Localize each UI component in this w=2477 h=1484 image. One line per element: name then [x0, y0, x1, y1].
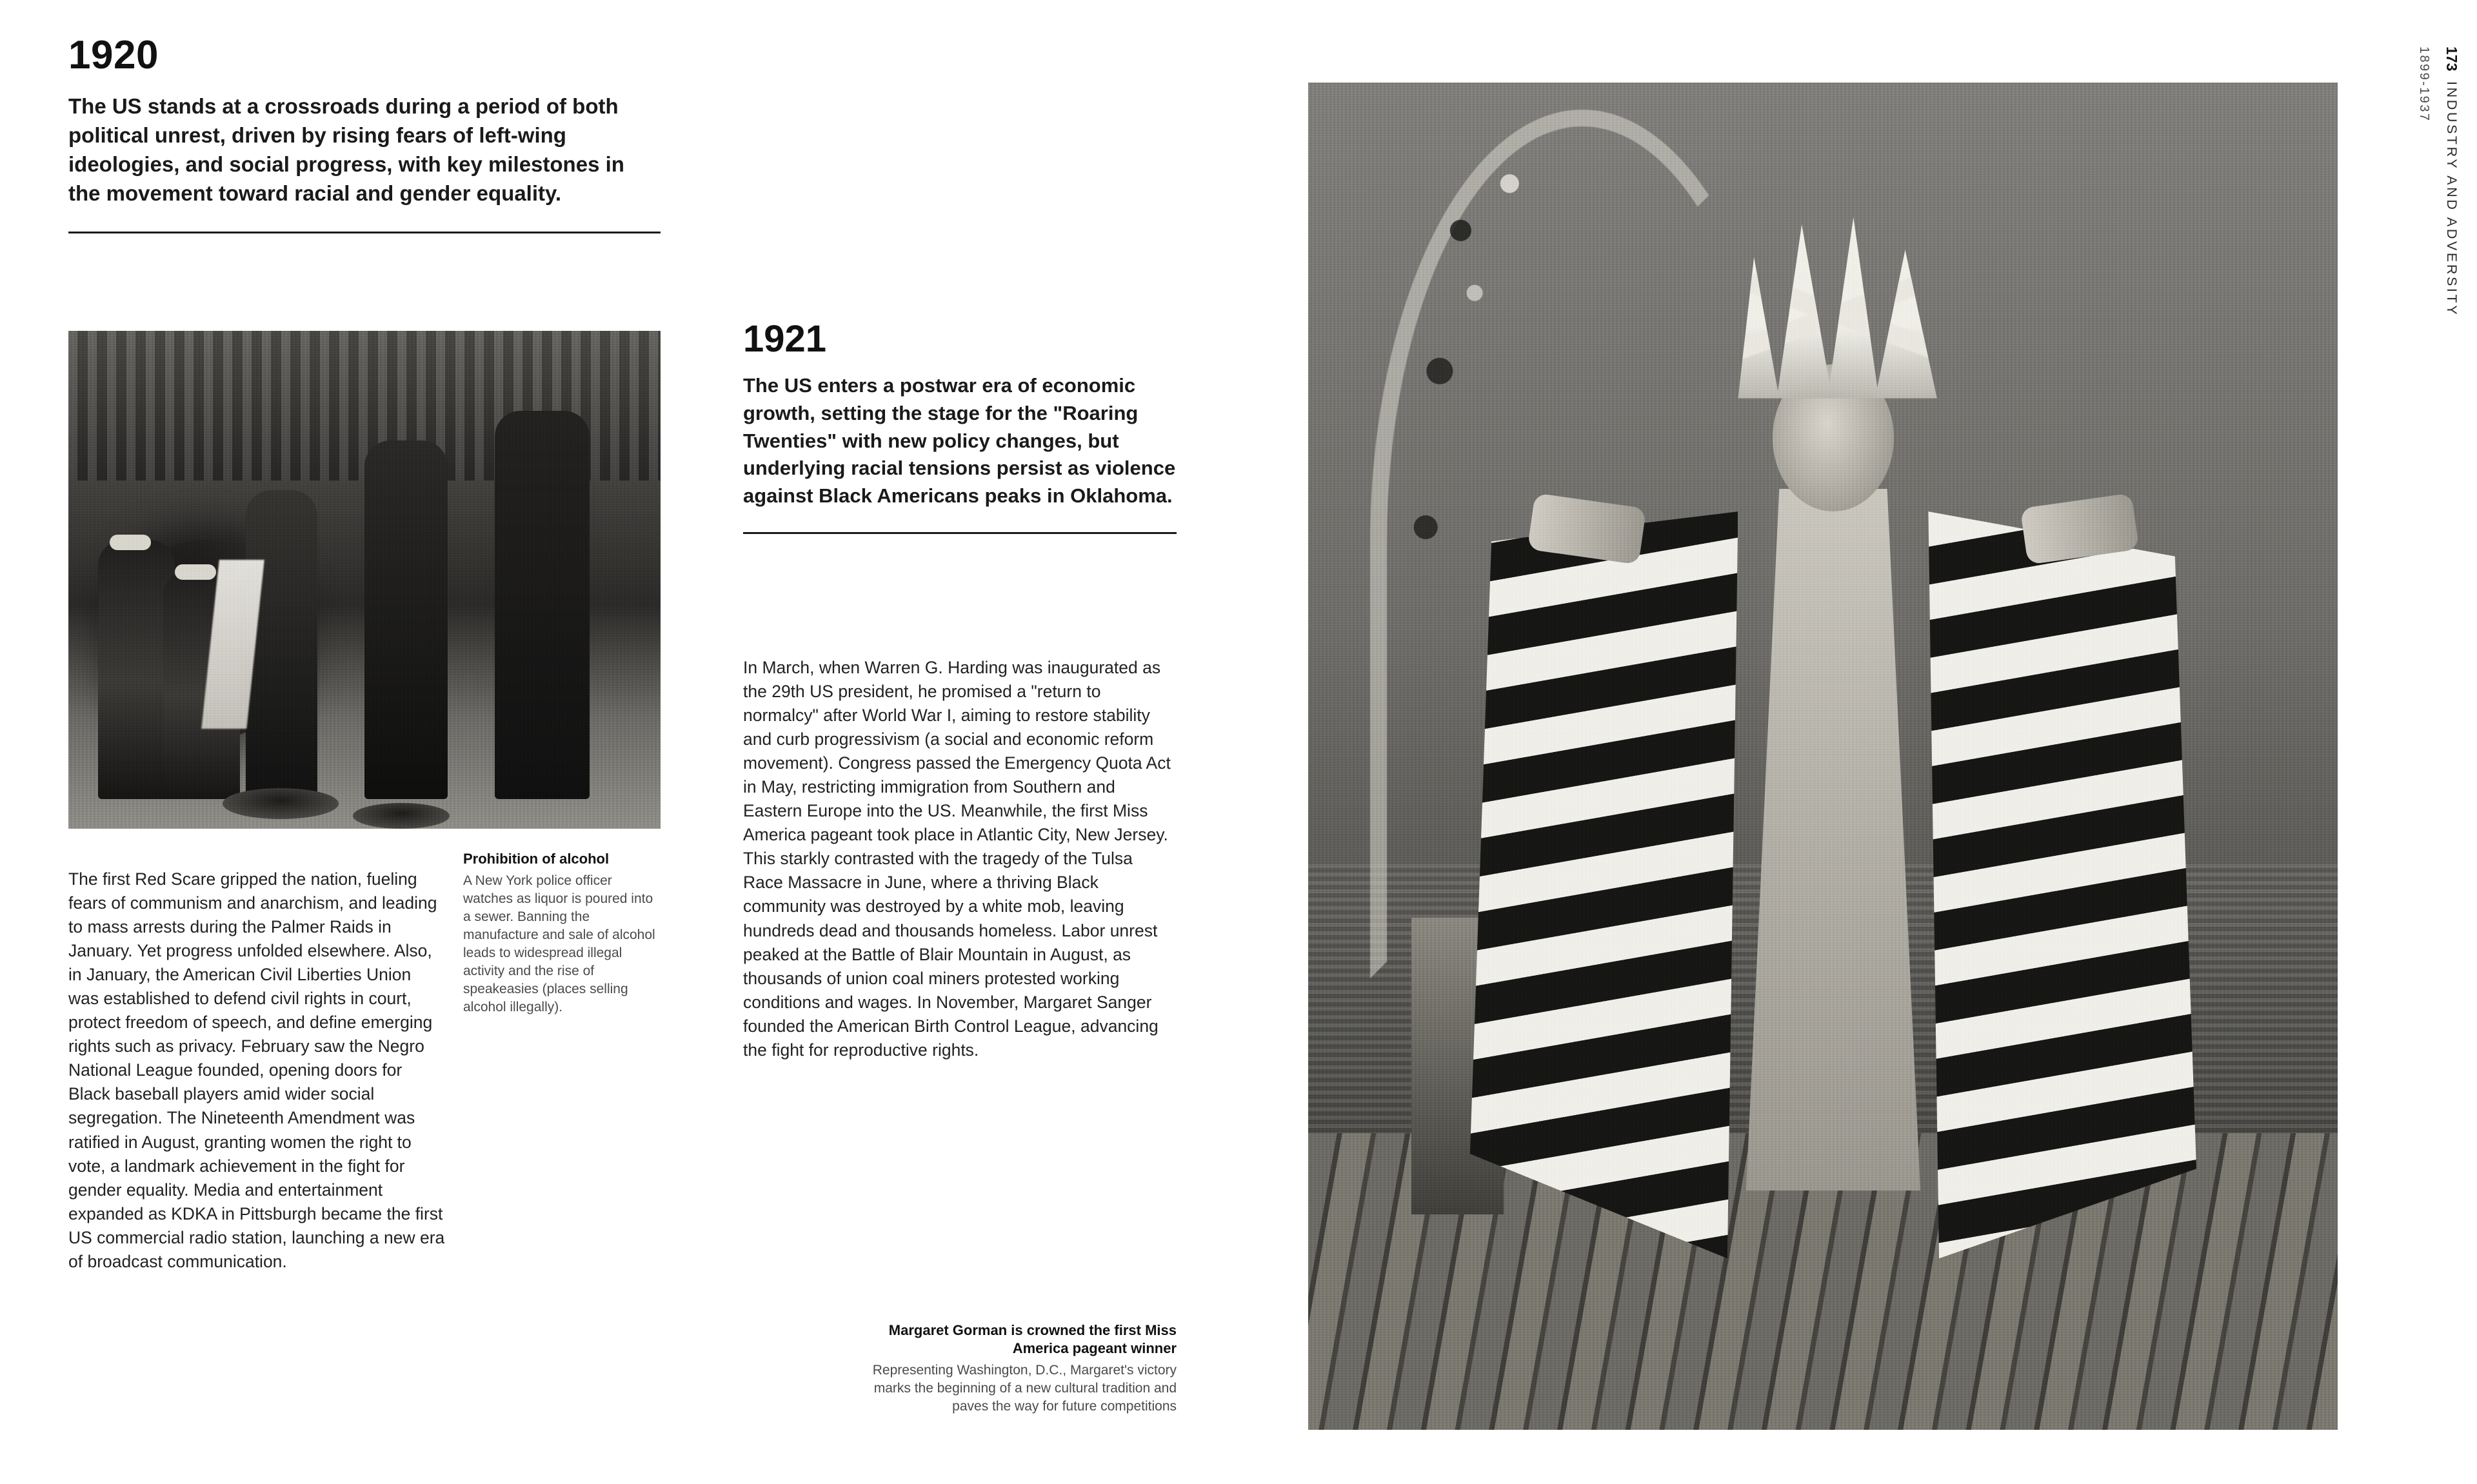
caption-body: A New York police officer watches as liquor is poured into a sewer. Banning the manufacture and sale of alcohol leads to widespread illegal activity and the rise of speakeasies (places selling alcohol illegally). — [463, 873, 655, 1014]
prohibition-photo — [68, 331, 661, 829]
year-lede-1921: The US enters a postwar era of economic growth, setting the stage for the "Roaring Twenties" with new policy changes, but underlying racial tensions persist as violence against Black Americans peaks in Oklahoma. — [743, 374, 1176, 508]
year-lede-1920: The US stands at a crossroads during a period of both political unrest, driven by rising fears of left-wing ideologies, and social progress, with key milestones in the movement toward racial and gender equality. — [68, 94, 624, 205]
entry-1921 — [743, 318, 1177, 534]
photo-hat — [175, 564, 216, 580]
year-heading-1920: 1920 — [68, 33, 159, 77]
caption-title: Margaret Gorman is crowned the first Miss America pageant winner — [888, 1322, 1177, 1357]
photo-manhole — [223, 788, 339, 819]
page-number-column — [2443, 46, 2460, 317]
miss-america-photo — [1308, 83, 2338, 1430]
body-text-1920: The first Red Scare gripped the nation, fueling fears of communism and anarchism, and leading to mass arrests during the Palmer Raids in January. Yet progress unfolded elsewhere. Also, in January, the American Civil Liberties Union was established to defend civil rights in court, protect freedom of speech, and define emerging rights such as privacy. February saw the Negro National League founded, opening doors for Black baseball players amid wider social segregation. The Nineteenth Amendment was ratified in August, granting women the right to vote, a landmark achievement in the fight for gender equality. Media and entertainment expanded as KDKA in Pittsburgh became the first US commercial radio station, launching a new era of broadcast communication. — [68, 869, 445, 1271]
year-heading-1921: 1921 — [743, 318, 827, 360]
page-number: 173 — [2443, 46, 2460, 72]
divider-1920 — [68, 232, 661, 233]
photo-figures — [68, 331, 661, 829]
photo-person — [246, 490, 317, 799]
entry-1920 — [68, 35, 661, 233]
running-dates-column — [2416, 46, 2431, 122]
caption-miss-america — [872, 1321, 1177, 1416]
photo-crown — [1738, 217, 1936, 399]
caption-title: Prohibition of alcohol — [463, 851, 610, 867]
caption-body: Representing Washington, D.C., Margaret's victory marks the beginning of a new cultural tradition and paves the way for future competitions — [872, 1363, 1177, 1414]
running-dates: 1899-1937 — [2417, 46, 2431, 123]
divider-1921 — [743, 532, 1177, 534]
photo-hat — [110, 535, 151, 550]
running-head — [2416, 46, 2460, 317]
photo-person — [364, 440, 448, 799]
photo-manhole — [353, 803, 450, 829]
photo-flag-right — [1928, 511, 2196, 1258]
body-text-1921: In March, when Warren G. Harding was inaugurated as the 29th US president, he promised a "return to normalcy" after World War I, aiming to restore stability and curb progressivism (a social and economic reform movement). Congress passed the Emergency Quota Act in May, restricting immigration from Southern and Eastern Europe into the US. Meanwhile, the first Miss America pageant took place in Atlantic City, New Jersey. This starkly contrasted with the tragedy of the Tulsa Race Massacre in June, where a thriving Black community was destroyed by a white mob, leaving hundreds dead and thousands homeless. Labor unrest peaked at the Battle of Blair Mountain in August, as thousands of union coal miners protested working conditions and wages. In November, Margaret Sanger founded the American Birth Control League, advancing the fight for reproductive rights. — [743, 657, 1171, 1060]
photo-person — [495, 411, 590, 799]
photo-gown — [1729, 489, 1937, 1191]
photo-flag-left — [1470, 511, 1738, 1258]
photo-pageant-winner — [1617, 217, 2049, 1349]
section-title: INDUSTRY AND ADVERSITY — [2444, 81, 2460, 317]
caption-prohibition — [463, 850, 661, 1016]
